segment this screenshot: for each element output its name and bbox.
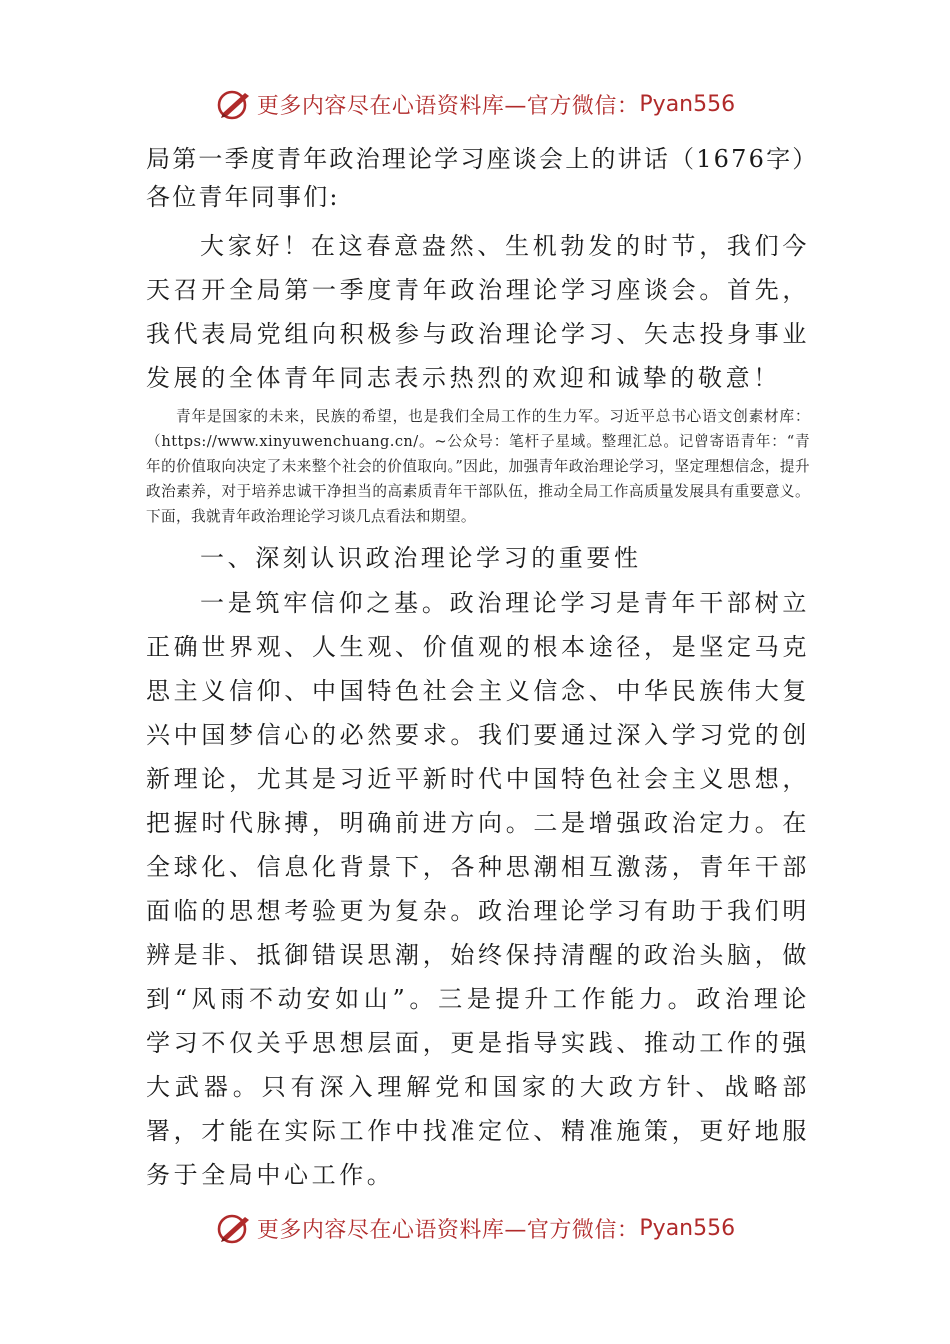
banner-wechat-handle: Pyan556 <box>639 1215 736 1241</box>
banner-text: 更多内容尽在心语资料库—官方微信： <box>256 93 640 119</box>
banner-wechat-handle: Pyan556 <box>639 91 736 117</box>
paragraph-greeting: 大家好！在这春意盎然、生机勃发的时节，我们今天召开全局第一季度青年政治理论学习座谈会。首先，我代表局党组向积极参与政治理论学习、矢志投身事业发展的全体青年同志表示热烈的欢迎和诚挚的敬意！ <box>146 232 810 392</box>
pen-logo-icon <box>215 87 253 121</box>
document-body <box>146 140 819 1197</box>
section-heading-1: 一、深刻认识政治理论学习的重要性 <box>200 544 642 572</box>
paragraph-importance: 一是筑牢信仰之基。政治理论学习是青年干部树立正确世界观、人生观、价值观的根本途径，是坚定马克思主义信仰、中国特色社会主义信念、中华民族伟大复兴中国梦信心的必然要求。我们要通过深入学习党的创新理论，尤其是习近平新时代中国特色社会主义思想，把握时代脉搏，明确前进方向。二是增强政治定力。在全球化、信息化背景下，各种思潮相互激荡，青年干部面临的思想考验更为复杂。政治理论学习有助于我们明辨是非、抵御错误思潮，始终保持清醒的政治头脑，做到“风雨不动安如山”。三是提升工作能力。政治理论学习不仅关乎思想层面，更是指导实践、推动工作的强大武器。只有深入理解党和国家的大政方针、战略部署，才能在实际工作中找准定位、精准施策，更好地服务于全局中心工作。 <box>146 589 810 1189</box>
document-title: 局第一季度青年政治理论学习座谈会上的讲话（1676字） <box>146 145 819 173</box>
banner-inner <box>215 1211 735 1245</box>
pen-logo-icon <box>215 1211 253 1245</box>
header-watermark-banner <box>0 82 950 126</box>
banner-inner <box>215 87 735 121</box>
paragraph-small-print: 青年是国家的未来，民族的希望，也是我们全局工作的生力军。习近平总书心语文创素材库：（https://www.xinyuwenchuang.cn/。~公众号：笔杆子星域。整理汇总。记曾寄语青年：“青年的价值取向决定了未来整个社会的价值取向。”因此，加强青年政治理论学习，坚定理想信念，提升政治素养，对于培养忠诚干净担当的高素质青年干部队伍，推动全局工作高质量发展具有重要意义。下面，我就青年政治理论学习谈几点看法和期望。 <box>146 408 810 525</box>
banner-text: 更多内容尽在心语资料库—官方微信： <box>256 1217 640 1243</box>
footer-watermark-banner <box>0 1206 950 1250</box>
salutation: 各位青年同事们: <box>146 183 340 211</box>
